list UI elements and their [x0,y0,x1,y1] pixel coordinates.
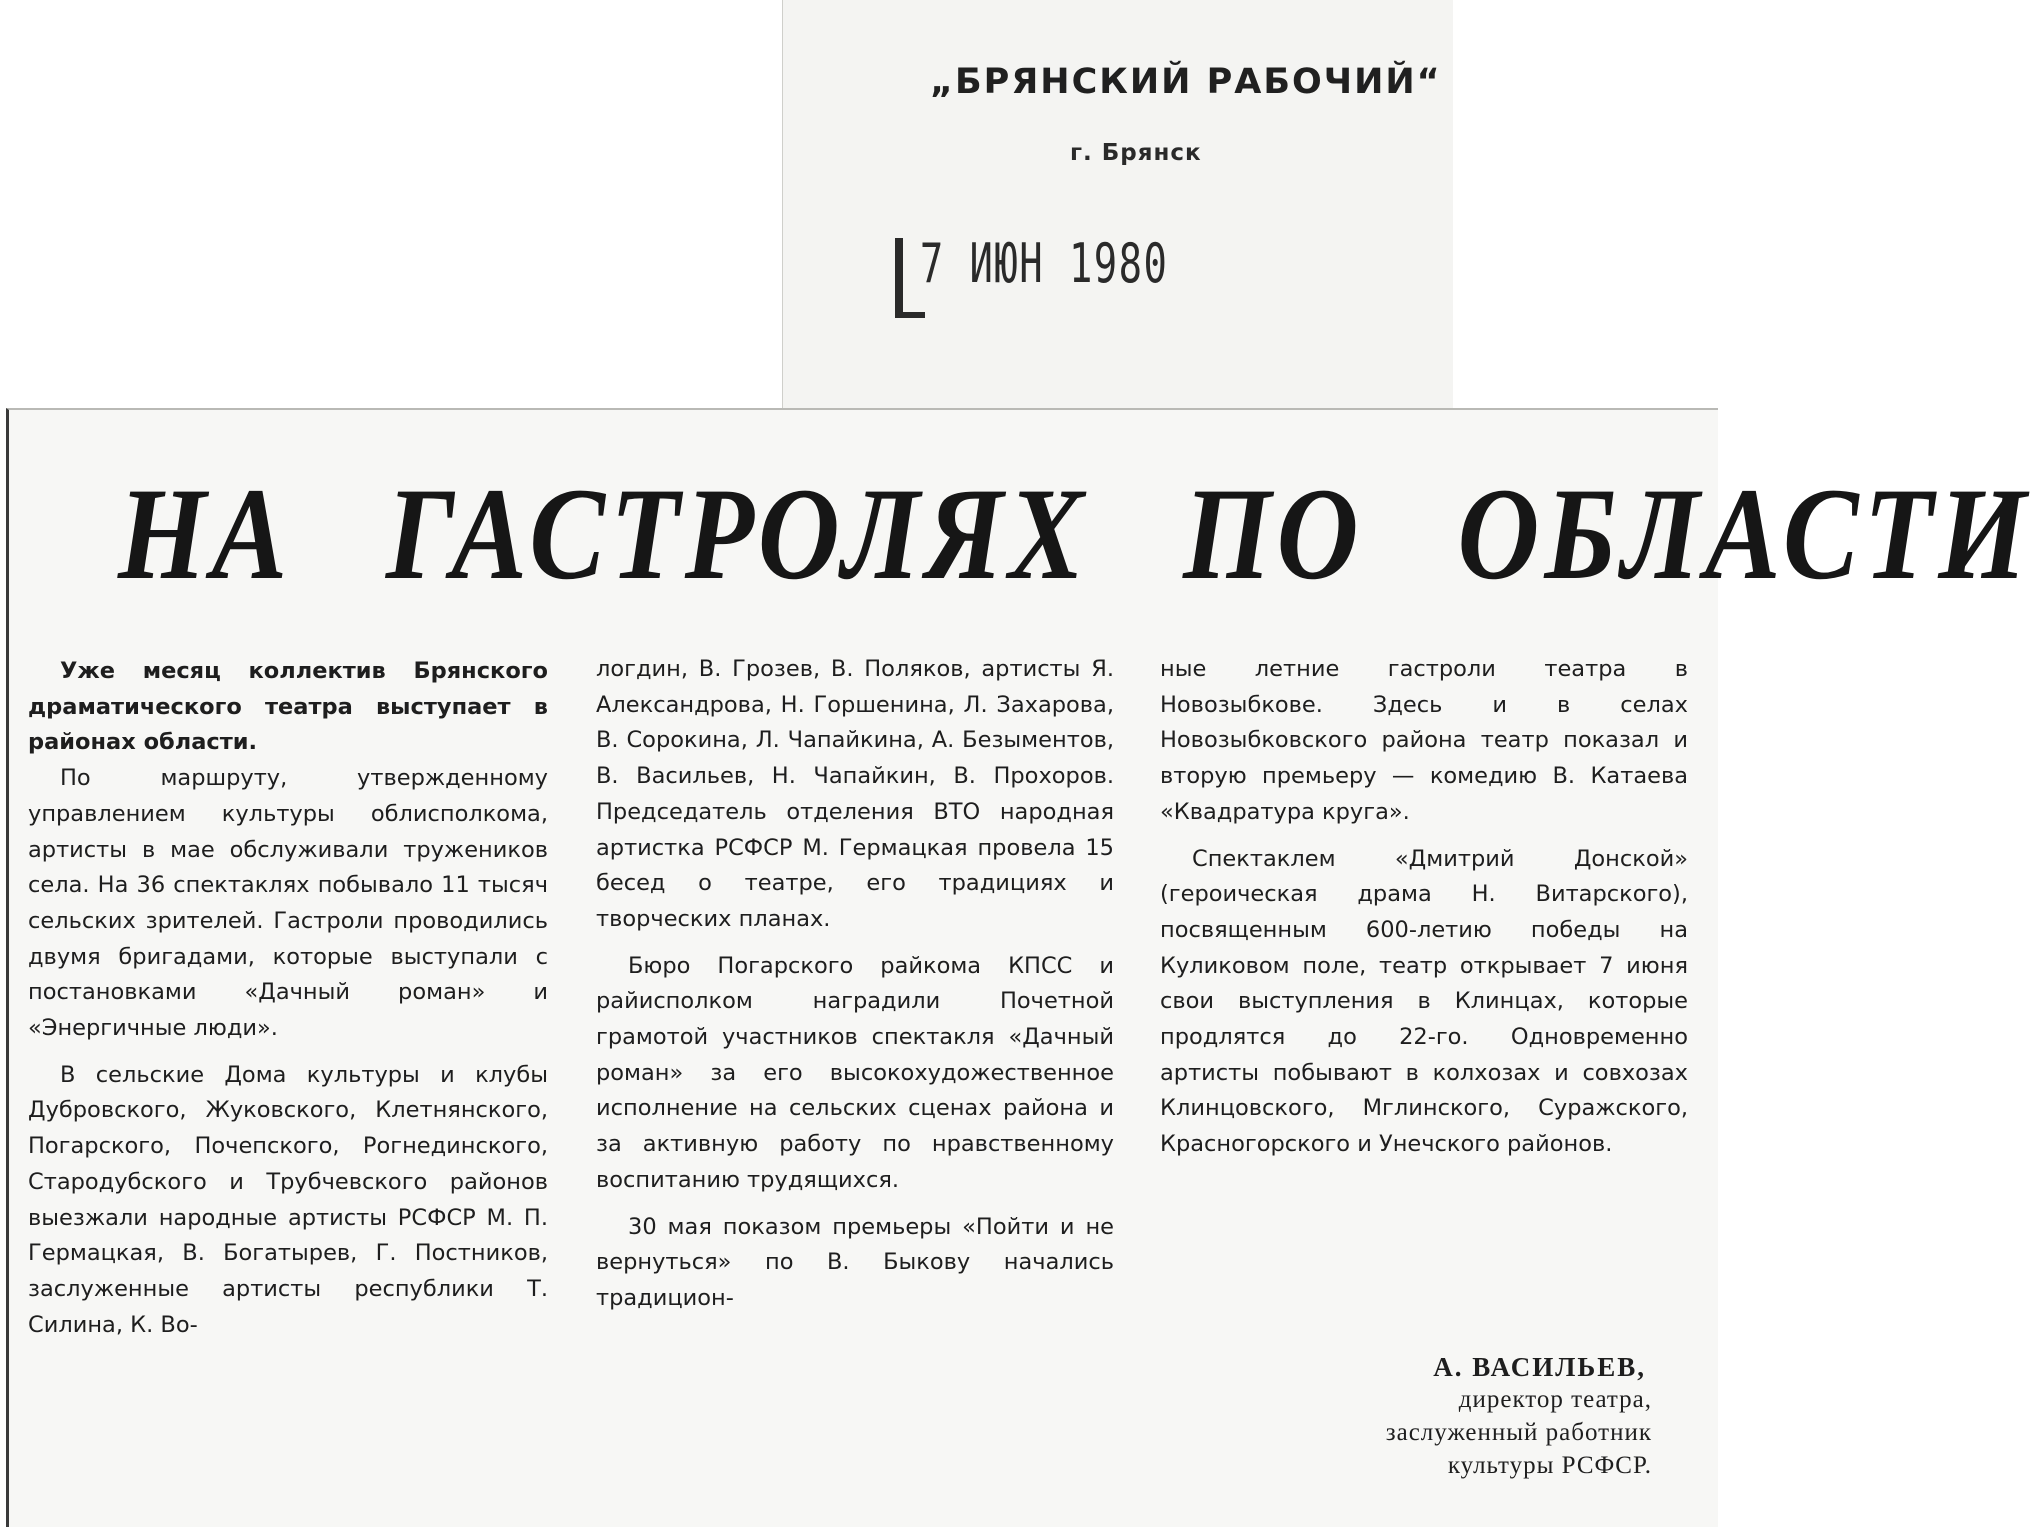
paragraph: 30 мая показом премьеры «Пойти и не вернуться» по В. Быкову начались традицион- [596,1213,1114,1311]
article-headline: НА ГАСТРОЛЯХ ПО ОБЛАСТИ [118,460,2032,607]
paragraph: логдин, В. Грозев, В. Поляков, артисты Я. Александрова, Н. Горшенина, Л. Захарова, В. Сорокина, Л. Чапайкина, А. Безыментов, В. Васильев, Н. Чапайкин, В. Прохоров. Председатель отделения ВТО народная артистка РСФСР М. Гермацкая провела 15 бесед о театре, его традициях и творческих планах. [596,656,1114,932]
article-column-3 [1160,652,1688,1163]
date-stamp: 7 ИЮН 1980 [919,232,1169,295]
author-title: культуры РСФСР. [1447,1452,1652,1479]
paragraph: Спектаклем «Дмитрий Донской» (героическая драма Н. Витарского), посвященным 600-летию победы на Куликовом поле, театр открывает 7 июня свои выступления в Клинцах, которые продлятся до 22-го. Одновременно артисты побывают в колхозах и совхозах Клинцовского, Мглинского, Суражского, Красногорского и Унечского районов. [1160,845,1688,1158]
author-title: заслуженный работник [1385,1419,1652,1446]
author-title: директор театра, [1458,1386,1652,1413]
paragraph: По маршруту, утвержденному управлением культуры облисполкома, артисты в мае обслуживали тружеников села. На 36 спектаклях побывало 11 тысяч сельских зрителей. Гастроли проводились двумя бригадами, которые выступали с постановками «Дачный роман» и «Энергичные люди». [28,765,548,1042]
newspaper-name: „БРЯНСКИЙ РАБОЧИЙ“ [930,62,1442,102]
article-column-2 [596,652,1114,1317]
author-signature [1222,1352,1652,1482]
paragraph: В сельские Дома культуры и клубы Дубровского, Жуковского, Клетнянского, Погарского, Почепского, Рогнединского, Стародубского и Трубчевского районов выезжали народные артисты РСФСР М. П. Гермацкая, В. Богатырев, Г. Постников, заслуженные артисты республики Т. Силина, К. Во- [28,1061,548,1338]
paragraph: ные летние гастроли театра в Новозыбкове. Здесь и в селах Новозыбковского района театр показал и вторую премьеру — комедию В. Катаева «Квадратура круга». [1160,656,1688,825]
newspaper-city: г. Брянск [1070,140,1202,166]
paragraph: Бюро Погарского райкома КПСС и райисполком наградили Почетной грамотой участников спектакля «Дачный роман» за его высокохудожественное исполнение на сельских сценах района и за активную работу по нравственному воспитанию трудящихся. [596,952,1114,1193]
author-name: А. ВАСИЛЬЕВ, [1433,1352,1646,1382]
paragraph: Уже месяц коллектив Брянского драматического театра выступает в районах области. [28,658,548,756]
article-column-1 [28,654,548,1343]
stamp-bracket-foot [895,312,925,318]
